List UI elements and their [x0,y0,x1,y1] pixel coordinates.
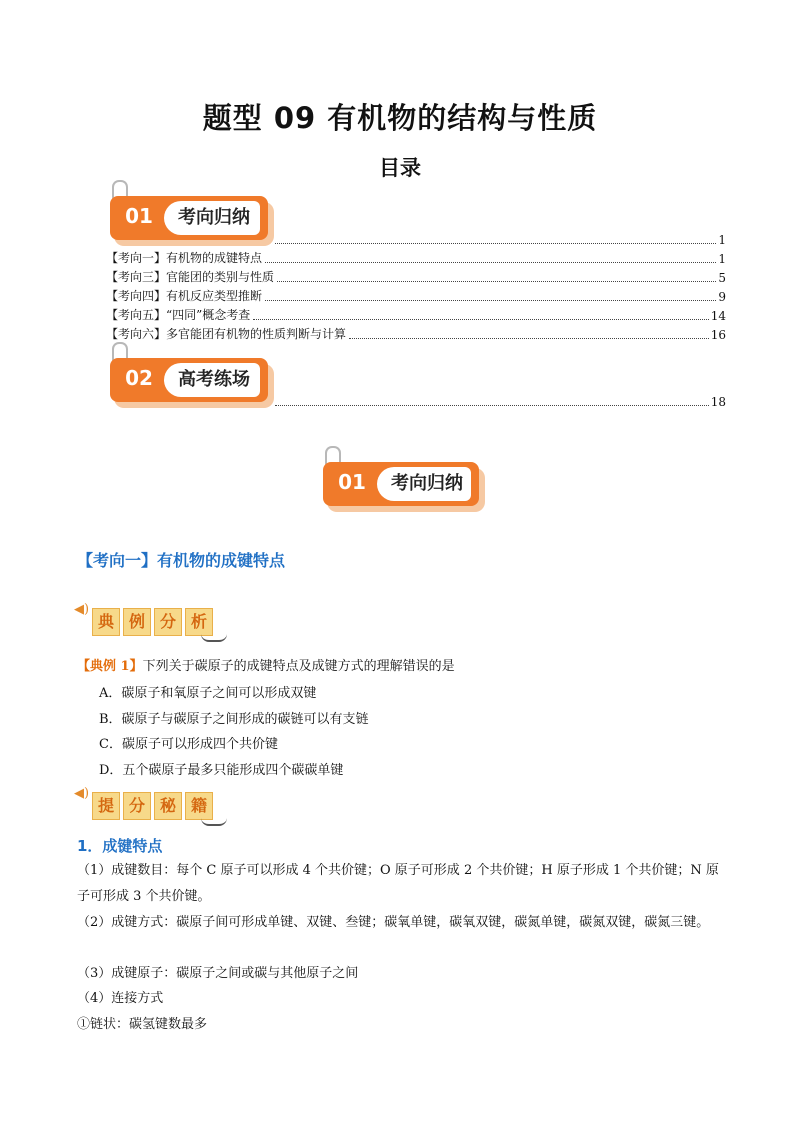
toc-title: 目录 [379,156,421,180]
toc-entry[interactable]: 1 [106,228,726,247]
banner-kaoxiang-guina-section [323,462,479,508]
banner-number: 01 [338,470,366,494]
option-a[interactable]: A．碳原子和氧原子之间可以形成双键 [99,686,317,701]
banner-number: 02 [125,366,153,390]
question-tag: 【典例 1】 [77,659,143,674]
paragraph: （1）成键数目：每个 C 原子可以形成 4 个共价键；O 原子可形成 2 个共价键；H 原子形成 1 个共价键；N 原子可形成 3 个共价键。 [77,863,719,904]
banner-label: 高考练场 [164,363,260,397]
point-heading: 1．成键特点 [77,837,163,855]
toc-entry[interactable]: 【考向五】“四同”概念考查 14 [106,308,726,323]
toc-list-1 [106,228,726,342]
book-icon [201,634,227,642]
option-b[interactable]: B．碳原子与碳原子之间形成的碳链可以有支链 [99,712,369,727]
speaker-icon: ◀) [74,786,90,801]
toc-entry[interactable]: 18 [106,390,726,409]
toc-entry[interactable]: 【考向三】官能团的类别与性质 5 [106,270,726,285]
document-title: 题型 09 有机物的结构与性质 [202,101,598,135]
banner-number: 01 [125,204,153,228]
option-c[interactable]: C．碳原子可以形成四个共价键 [99,737,278,752]
stamp-example-analysis: ◀) 典 例 分 析 [92,608,213,636]
toc-list-2 [106,390,726,409]
paragraph: （2）成键方式：碳原子间可形成单键、双键、叁键；碳氧单键，碳氧双键，碳氮单键，碳氮双键，碳氮三键。 [77,915,710,930]
question-text: 下列关于碳原子的成键特点及成键方式的理解错误的是 [142,659,455,674]
toc-entry[interactable]: 【考向六】多官能团有机物的性质判断与计算 16 [106,327,726,342]
paragraph: （3）成键原子：碳原子之间或碳与其他原子之间 [77,966,359,981]
section-heading: 【考向一】有机物的成键特点 [77,551,286,570]
question-stem [77,655,455,674]
speaker-icon: ◀) [74,602,90,617]
banner-label: 考向归纳 [377,467,471,501]
banner-label: 考向归纳 [164,201,260,235]
paragraph: ①链状：碳氢键数最多 [77,1017,208,1032]
toc-entry[interactable]: 【考向四】有机反应类型推断 9 [106,289,726,304]
stamp-score-tips: ◀) 提 分 秘 籍 [92,792,213,820]
toc-entry[interactable]: 【考向一】有机物的成键特点 1 [106,251,726,266]
book-icon [201,818,227,826]
paragraph: （4）连接方式 [77,991,164,1006]
option-d[interactable]: D．五个碳原子最多只能形成四个碳碳单键 [99,763,344,778]
